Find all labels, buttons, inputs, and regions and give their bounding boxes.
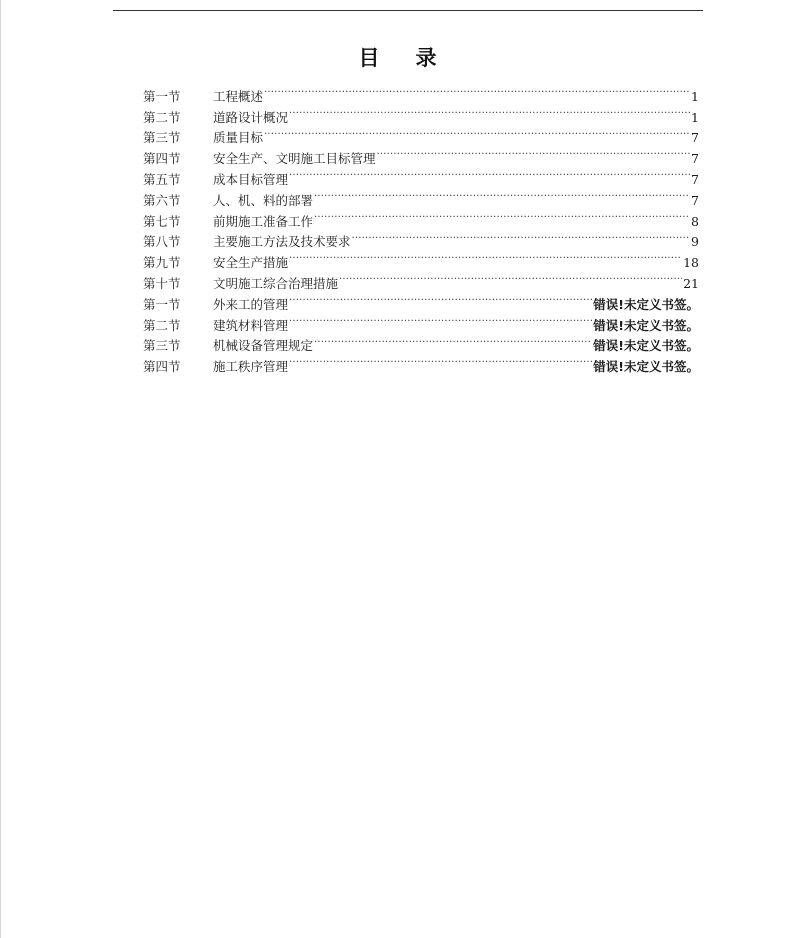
- page-edge: [0, 0, 1, 938]
- toc-entry-page: 1: [691, 109, 699, 125]
- toc-entry-title: 外来工的管理: [213, 296, 289, 312]
- toc-entry-title: 前期施工准备工作: [213, 213, 314, 229]
- toc-leader-dots: [264, 122, 690, 143]
- toc-entry-title: 机械设备管理规定: [213, 338, 314, 354]
- toc-entry-number: 第二节: [143, 109, 181, 125]
- toc-entry-number: 第五节: [143, 171, 181, 187]
- header-rule: [113, 10, 703, 11]
- toc-title: [0, 42, 795, 72]
- toc-leader-dots: [289, 163, 690, 184]
- toc-entry[interactable]: [143, 80, 699, 104]
- toc-entry-number: 第八节: [143, 234, 181, 250]
- toc-entry-page: 8: [691, 213, 699, 229]
- toc-entry-page: 9: [691, 234, 699, 250]
- toc-entry-number: 第七节: [143, 213, 181, 229]
- toc-leader-dots: [289, 246, 682, 267]
- toc-entry-number: 第四节: [143, 151, 181, 167]
- toc-entry-title: 工程概述: [213, 88, 264, 104]
- toc-entry-title: 主要施工方法及技术要求: [213, 234, 351, 250]
- toc-entry-number: 第九节: [143, 255, 181, 271]
- toc-entry-page: 21: [683, 275, 699, 291]
- toc-title-char-1: 目: [358, 45, 380, 70]
- toc-entry-title: 质量目标: [213, 130, 264, 146]
- toc-entry-number: 第四节: [143, 359, 181, 375]
- toc-leader-dots: [339, 267, 682, 288]
- toc-leader-dots: [289, 309, 592, 330]
- toc-list: [143, 80, 699, 375]
- toc-leader-dots: [352, 226, 691, 247]
- toc-entry-title: 施工秩序管理: [213, 359, 289, 375]
- toc-entry-number: 第二节: [143, 317, 181, 333]
- toc-entry-page: 7: [691, 151, 699, 167]
- toc-entry-title: 道路设计概况: [213, 109, 289, 125]
- toc-leader-dots: [314, 205, 690, 226]
- toc-entry-page-error: 错误!未定义书签。: [593, 296, 699, 312]
- toc-entry-page: 7: [691, 192, 699, 208]
- toc-leader-dots: [289, 350, 592, 371]
- toc-leader-dots: [289, 101, 690, 122]
- toc-entry-page-error: 错误!未定义书签。: [593, 359, 699, 375]
- toc-entry-page-error: 错误!未定义书签。: [593, 317, 699, 333]
- toc-leader-dots: [289, 288, 592, 309]
- toc-entry-title: 安全生产、文明施工目标管理: [213, 151, 376, 167]
- toc-entry-number: 第一节: [143, 296, 181, 312]
- toc-entry-number: 第三节: [143, 130, 181, 146]
- toc-entry-title: 建筑材料管理: [213, 317, 289, 333]
- toc-entry-number: 第十节: [143, 275, 181, 291]
- toc-entry-number: 第六节: [143, 192, 181, 208]
- toc-title-char-2: 录: [415, 45, 437, 70]
- toc-leader-dots: [264, 80, 690, 101]
- toc-entry-title: 成本目标管理: [213, 171, 289, 187]
- toc-entry-page: 1: [691, 88, 699, 104]
- toc-entry-title: 人、机、料的部署: [213, 192, 314, 208]
- toc-leader-dots: [377, 142, 691, 163]
- toc-entry-page: 7: [691, 130, 699, 146]
- toc-entry-page: 18: [683, 255, 699, 271]
- toc-entry-number: 第三节: [143, 338, 181, 354]
- toc-entry-page: 7: [691, 171, 699, 187]
- toc-entry-title: 文明施工综合治理措施: [213, 275, 339, 291]
- toc-entry-number: 第一节: [143, 88, 181, 104]
- toc-leader-dots: [314, 330, 592, 351]
- toc-entry-page-error: 错误!未定义书签。: [593, 338, 699, 354]
- toc-entry-title: 安全生产措施: [213, 255, 289, 271]
- toc-leader-dots: [314, 184, 690, 205]
